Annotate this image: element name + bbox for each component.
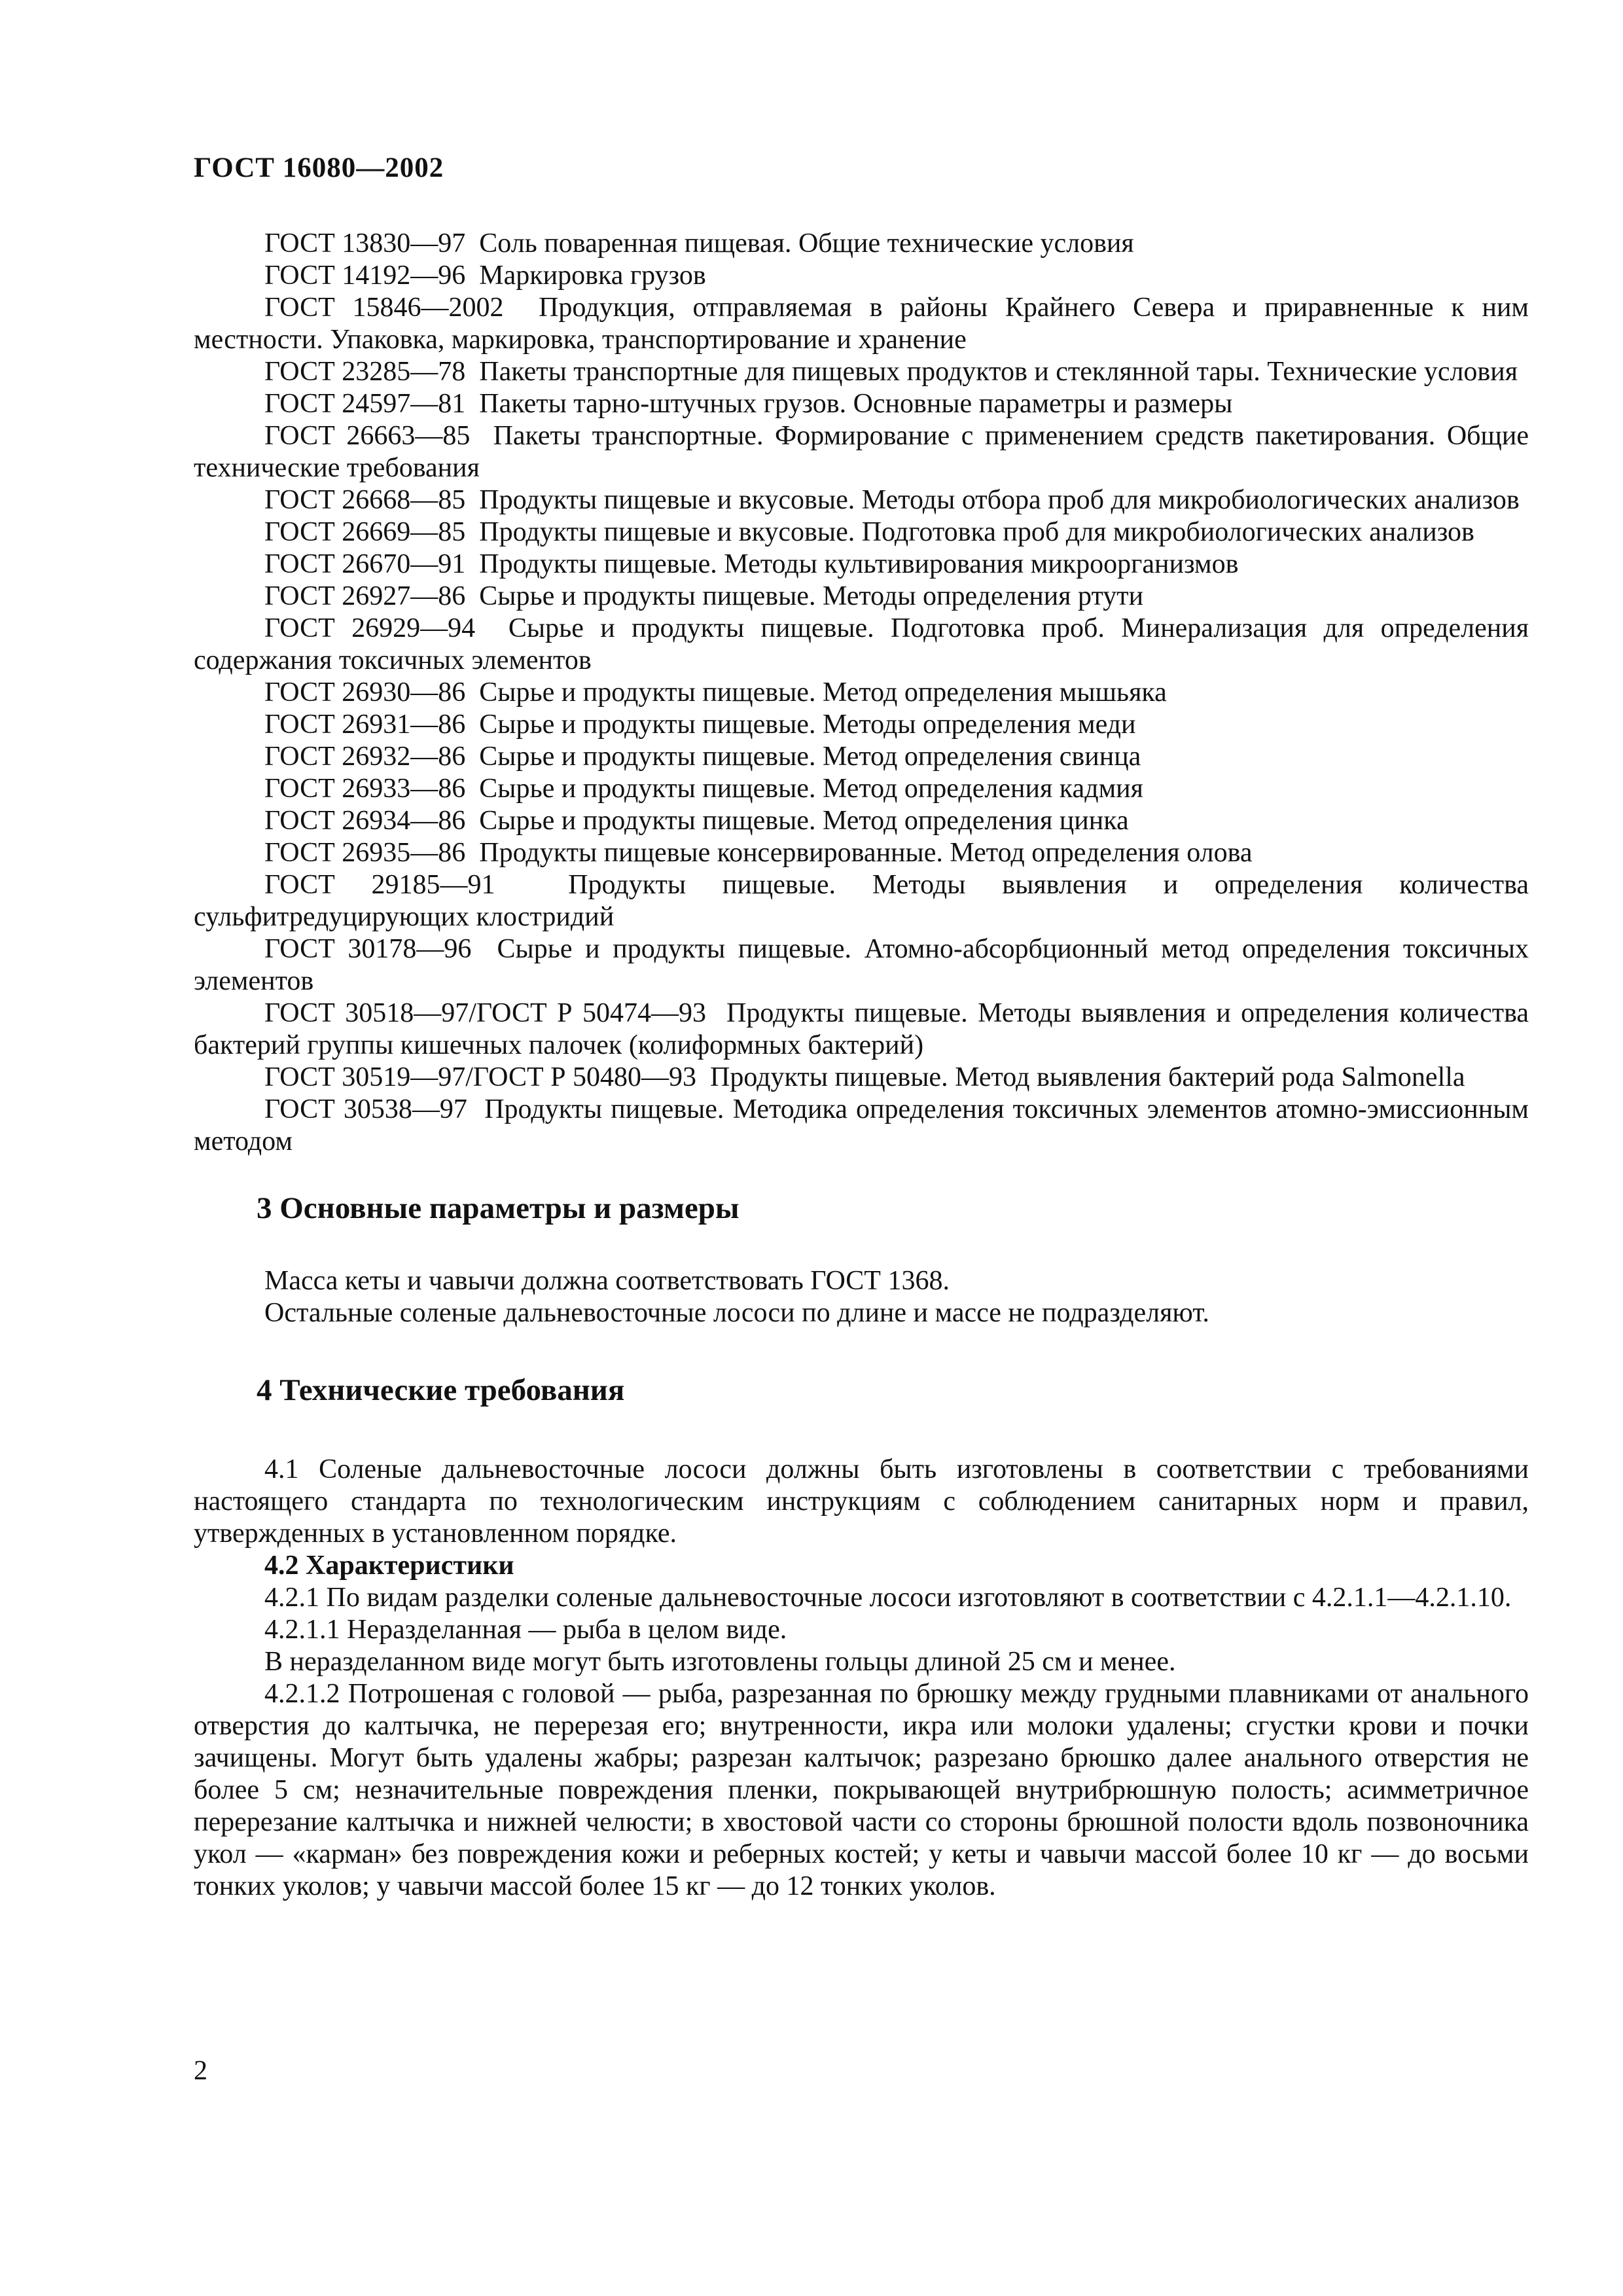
reference-code: ГОСТ 24597—81 <box>264 389 466 419</box>
reference-code: ГОСТ 15846—2002 <box>264 293 504 323</box>
reference-title: Пакеты транспортные для пищевых продуктов и стеклянной тары. Технические условия <box>479 357 1518 387</box>
reference-code: ГОСТ 26930—86 <box>264 677 466 708</box>
reference-title: Сырье и продукты пищевые. Методы определения ртути <box>479 581 1144 611</box>
reference-title: Сырье и продукты пищевые. Методы определения меди <box>479 709 1136 740</box>
reference-item <box>194 484 1529 516</box>
reference-title: Продукты пищевые консервированные. Метод определения олова <box>479 838 1253 868</box>
reference-code: ГОСТ 26932—86 <box>264 742 466 772</box>
normative-references-list <box>194 228 1529 1158</box>
reference-code: ГОСТ 26668—85 <box>264 485 466 515</box>
reference-code: ГОСТ 26663—85 <box>264 421 471 451</box>
reference-item <box>194 420 1529 484</box>
reference-code: ГОСТ 26935—86 <box>264 838 466 868</box>
reference-title: Сырье и продукты пищевые. Метод определения кадмия <box>479 774 1143 804</box>
reference-code: ГОСТ 30519—97/ГОСТ Р 50480—93 <box>264 1062 697 1092</box>
reference-title: Пакеты транспортные. Формирование с применением средств пакетирования. Общие технические требования <box>194 421 1529 483</box>
document-body <box>194 228 1529 1903</box>
reference-item <box>194 356 1529 388</box>
clause-4-2-1-1: 4.2.1.1 Неразделанная — рыба в целом виде. <box>264 1615 787 1645</box>
reference-title: Продукты пищевые и вкусовые. Подготовка проб для микробиологических анализов <box>479 517 1474 547</box>
reference-item <box>194 1094 1529 1158</box>
reference-item <box>194 613 1529 677</box>
reference-item <box>194 516 1529 548</box>
reference-item <box>194 1062 1529 1094</box>
reference-item <box>194 677 1529 709</box>
reference-code: ГОСТ 26929—94 <box>264 613 476 643</box>
reference-title: Продукция, отправляемая в районы Крайнего Севера и приравненные к ним местности. Упаковка, маркировка, транспортирование и хранение <box>194 293 1529 355</box>
reference-item <box>194 997 1529 1062</box>
reference-title: Продукты пищевые и вкусовые. Методы отбора проб для микробиологических анализов <box>479 485 1520 515</box>
reference-title: Пакеты тарно-штучных грузов. Основные параметры и размеры <box>479 389 1233 419</box>
reference-title: Продукты пищевые. Методы выявления и определения количества сульфитредуцирующих клостридий <box>194 870 1529 932</box>
reference-item <box>194 709 1529 741</box>
reference-item <box>194 388 1529 420</box>
reference-title: Сырье и продукты пищевые. Подготовка проб. Минерализация для определения содержания токсичных элементов <box>194 613 1529 675</box>
clause-4-2-heading: 4.2 Характеристики <box>264 1551 514 1581</box>
reference-item <box>194 741 1529 773</box>
reference-code: ГОСТ 26927—86 <box>264 581 466 611</box>
reference-item <box>194 548 1529 581</box>
reference-code: ГОСТ 30538—97 <box>264 1094 467 1124</box>
reference-code: ГОСТ 26933—86 <box>264 774 466 804</box>
reference-title: Продукты пищевые. Методы выявления и определения количества бактерий группы кишечных палочек (колиформных бактерий) <box>194 998 1529 1060</box>
section-3-paragraph: Масса кеты и чавычи должна соответствовать ГОСТ 1368. <box>264 1266 950 1296</box>
reference-code: ГОСТ 30518—97/ГОСТ Р 50474—93 <box>264 998 707 1028</box>
reference-code: ГОСТ 26669—85 <box>264 517 466 547</box>
reference-code: ГОСТ 26670—91 <box>264 549 466 579</box>
clause-4-2-1-2: 4.2.1.2 Потрошеная с головой — рыба, разрезанная по брюшку между грудными плавниками от анального отверстия до калтычка, не перерезая его; внутренности, икра или молоки удалены; сгустки крови и почки зачищены. Могут быть удалены жабры; разрезан калтычок; разрезано брюшко далее анального отверстия не более 5 см; незначительные повреждения пленки, покрывающей внутрибрюшную полость; асимметричное перерезание калтычка и нижней челюсти; в хвостовой части со стороны брюшной полости вдоль позвоночника укол — «карман» без повреждения кожи и реберных костей; у кеты и чавычи массой более 10 кг — до восьми тонких уколов; у чавычи массой более 15 кг — до 12 тонких уколов. <box>194 1679 1529 1901</box>
section-3-heading: 3 Основные параметры и размеры <box>257 1191 740 1225</box>
reference-title: Сырье и продукты пищевые. Атомно-абсорбционный метод определения токсичных элементов <box>194 934 1529 996</box>
reference-title: Сырье и продукты пищевые. Метод определения свинца <box>479 742 1141 772</box>
clause-4-2-1-1-note: В неразделанном виде могут быть изготовлены гольцы длиной 25 см и менее. <box>264 1647 1176 1677</box>
reference-code: ГОСТ 13830—97 <box>264 228 466 259</box>
reference-item <box>194 869 1529 933</box>
reference-code: ГОСТ 26934—86 <box>264 806 466 836</box>
reference-title: Соль поваренная пищевая. Общие технические условия <box>479 228 1134 259</box>
reference-code: ГОСТ 14192—96 <box>264 260 466 291</box>
clause-4-2-1: 4.2.1 По видам разделки соленые дальневосточные лососи изготовляют в соответствии с 4.2.1.1—4.2.1.10. <box>264 1583 1512 1613</box>
reference-code: ГОСТ 30178—96 <box>264 934 472 964</box>
reference-item <box>194 260 1529 292</box>
reference-item <box>194 581 1529 613</box>
reference-item <box>194 805 1529 837</box>
reference-item <box>194 292 1529 356</box>
clause-4-1: 4.1 Соленые дальневосточные лососи должны быть изготовлены в соответствии с требованиями настоящего стандарта по технологическим инструкциям с соблюдением санитарных норм и правил, утвержденных в установленном порядке. <box>194 1454 1529 1549</box>
reference-item <box>194 933 1529 997</box>
reference-title: Продукты пищевые. Метод выявления бактерий рода Salmonella <box>710 1062 1465 1092</box>
reference-item <box>194 837 1529 869</box>
section-3-paragraph: Остальные соленые дальневосточные лососи по длине и массе не подразделяют. <box>264 1298 1209 1328</box>
reference-title: Сырье и продукты пищевые. Метод определения цинка <box>479 806 1129 836</box>
page-number: 2 <box>194 2056 207 2086</box>
reference-title: Маркировка грузов <box>479 260 706 291</box>
page-header: ГОСТ 16080—2002 <box>194 152 444 183</box>
reference-code: ГОСТ 23285—78 <box>264 357 466 387</box>
reference-title: Продукты пищевые. Методы культивирования микроорганизмов <box>479 549 1239 579</box>
reference-item <box>194 773 1529 805</box>
reference-code: ГОСТ 26931—86 <box>264 709 466 740</box>
reference-code: ГОСТ 29185—91 <box>264 870 495 900</box>
reference-item <box>194 228 1529 260</box>
reference-title: Сырье и продукты пищевые. Метод определения мышьяка <box>479 677 1167 708</box>
section-4-heading: 4 Технические требования <box>257 1373 625 1407</box>
reference-title: Продукты пищевые. Методика определения токсичных элементов атомно-эмиссионным методом <box>194 1094 1529 1157</box>
